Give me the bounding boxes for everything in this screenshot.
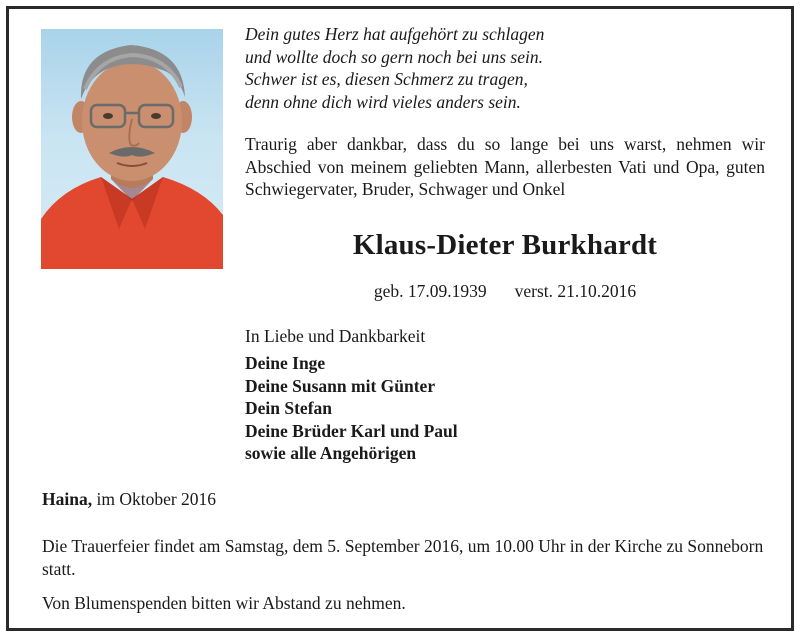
mourners-heading: In Liebe und Dankbarkeit <box>245 326 426 346</box>
funeral-info: Die Trauerfeier findet am Samstag, dem 5. September 2016, um 10.00 Uhr in der Kirche zu Sonneborn statt. <box>42 536 764 579</box>
portrait-image <box>41 29 223 269</box>
mourner-name: Deine Brüder Karl und Paul <box>245 420 458 441</box>
mourner-name: sowie alle Angehörigen <box>245 443 417 463</box>
death-date: verst. 21.10.2016 <box>514 281 637 301</box>
life-dates <box>245 280 765 302</box>
place-month: im Oktober 2016 <box>96 489 217 509</box>
mourner-name: Deine Susann mit Günter <box>245 375 436 396</box>
poem-line: Dein gutes Herz hat aufgehört zu schlagen <box>245 24 545 44</box>
intro-text: Traurig aber dankbar, dass du so lange bei uns warst, nehmen wir Abschied von meinem geliebten Mann, allerbesten Vati und Opa, guten Schwiegervater, Bruder, Schwager und Onkel <box>245 134 765 199</box>
place-town: Haina, <box>42 489 93 509</box>
mourners-list <box>245 352 458 465</box>
mourner-name: Dein Stefan <box>245 398 333 418</box>
deceased-name: Klaus-Dieter Burkhardt <box>352 229 658 261</box>
poem-line: Schwer ist es, diesen Schmerz zu tragen, <box>245 69 528 89</box>
poem-line: und wollte doch so gern noch bei uns sein. <box>245 46 543 67</box>
obituary-notice <box>6 6 794 631</box>
birth-date: geb. 17.09.1939 <box>373 281 487 301</box>
portrait-photo <box>41 29 223 269</box>
mourner-name: Deine Inge <box>245 353 326 373</box>
poem-line: denn ohne dich wird vieles anders sein. <box>245 91 521 112</box>
flowers-note: Von Blumenspenden bitten wir Abstand zu nehmen. <box>42 593 406 613</box>
place-date <box>42 488 216 510</box>
poem <box>245 23 785 113</box>
